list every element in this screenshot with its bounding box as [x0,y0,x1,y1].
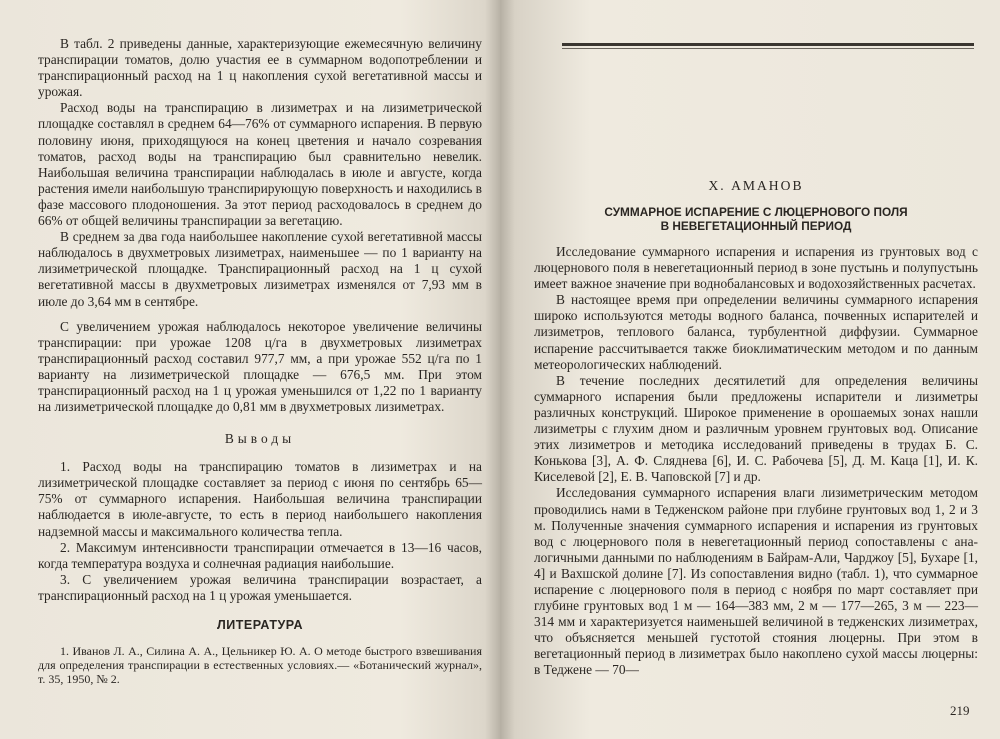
conclusion-item: 3. С увеличением урожая величина транспирации возрастает, а транспирационный расход на 1 ц урожая уменьшается. [38,571,482,603]
page-number: 219 [950,703,970,718]
conclusion-item: 2. Максимум интенсивности транспирации отмечается в 13—16 часов, когда температура воздуха и солнечная радиация наибольшие. [38,539,482,571]
paragraph: Исследования суммарного испарения влаги лизиметрическим методом проводились нами в Тедженском районе при глубине грунтовых вод 1, 2 и 3 м. Полученные значения суммарного испарения и испарения из грунтовых вод с люцернового поля в невегетационный период сопоставлены с аналогичными данными по наблюдениям в Байрам-Али, Чарджоу [5], Бухаре [1, 4] и Вахшской долине [7]. Из сопоставления видно (табл. 1), что суммарное испарение с люцернового поля в период с ноября по март составляет при глубине грунтовых вод 1 м — 164—383 мм, 2 м — 177—265, 3 м — 223— 314 мм и характеризуется наименьшей величиной в тедженских лизиметрах, что объясняется меньшей густотой стояния люцерны. При этом в вегетационный период в лизиметрах было накоплено сухой массы люцерны: в Теджене — 70— [534,485,978,678]
article-title-line: В НЕВЕГЕТАЦИОННЫЙ ПЕРИОД [660,219,852,233]
header-rule-thin [562,48,974,49]
article-author: Х. АМАНОВ [708,178,804,193]
paragraph: В среднем за два года наибольшее накопление сухой вегетативной массы наблюдалось в двухметровых лизиметрах, наименьшее — по 1 варианту на лизиметрической площадке. Транспирационный расход на 1 ц сухой вегетативной массы в двухметровых лизиметрах изменялся от 7,93 мм в июле до 3,64 мм в сентябре. [38,229,482,309]
literature-item: 1. Иванов Л. А., Силина А. А., Цельникер Ю. А. О методе быстрого взвешивания для определения транспирации в естественных условиях.— «Ботанический журнал», т. 35, 1950, № 2. [38,644,482,686]
conclusions-list [38,459,482,604]
header-rule [562,43,974,46]
paragraph: С увеличением урожая наблюдалось некоторое увеличение величины транспирации: при урожае 1208 ц/га в двухметровых лизиметрах транспирационный расход составил 977,7 мм, а при урожае 552 ц/га по 1 варианту на лизиметрической площадке — 676,5 мм. При этом транспирационный расход на 1 ц урожая уменьшился от 1,22 по 1 варианту на лизиметрической площадке до 0,81 мм в двухметровых лизиметрах. [38,318,482,415]
paragraph: В течение последних десятилетий для определения величины суммарного испарения были предложены испарители и лизиметры различных конструкций. Широкое применение в орошаемых зонах нашли лизиметры с глухим дном и различным уровнем грунтовых вод. Описание этих лизиметров и методика исследований приведены в трудах Б. С. Конькова [3], А. Ф. Слядневa [6], И. С. Рабочева [5], Д. М. Каца [1], И. К. Киселевой [2], Е. В. Чаповской [7] и др. [534,372,978,485]
paragraph: Расход воды на транспирацию в лизиметрах и на лизиметрической площадке составлял в среднем 64—76% от суммарного испарения. В первую половину июня, приходящуюся на конец цветения и начало созревания томатов, расход воды на транспирацию был сравнительно невелик. Наибольшая величина транспирации наблюдалась в июле и августе, когда растения имели наибольшую транспирирующую поверхность и находились в фазе массового плодоношения. За этот период расходовалось в среднем до 66% от общей величины транспирации за вегетацию. [38,100,482,229]
article-title [534,205,978,233]
paragraph: В настоящее время при определении величины суммарного испарения широко используются методы водного баланса, почвенных испарителей и лизиметров, теплового баланса, турбулентной диффузии. Суммарное испарение рассчитывается также биоклиматическим методом и по данным метеорологических наблюдений. [534,292,978,372]
article-body [534,244,978,679]
conclusion-item: 1. Расход воды на транспирацию томатов в лизиметрах и на лизиметрической площадке составляет за период с июня по сентябрь 65—75% от суммарного испарения. Наибольшая величина транспирации наблюдается в июле-августе, то есть в период наибольшего накопления надземной массы и максимального количества тепла. [38,459,482,539]
conclusions-heading: Выводы [224,431,296,447]
article-title-line: СУММАРНОЕ ИСПАРЕНИЕ С ЛЮЦЕРНОВОГО ПОЛЯ [604,205,908,219]
right-page [500,0,1000,739]
paragraph: В табл. 2 приведены данные, характеризующие ежемесячную величину транспирации томатов, долю участия ее в суммарном водопотреблении и транспирационный расход на 1 ц накопления сухой вегетативной массы и урожая. [38,36,482,100]
paragraph: Исследование суммарного испарения и испарения из грунтовых вод с люцернового поля в невегетационный период в зоне пустынь и полупустынь имеет важное значение при воднобалансовых и водохозяйственных расчетах. [534,244,978,292]
literature-heading: ЛИТЕРАТУРА [216,618,304,632]
